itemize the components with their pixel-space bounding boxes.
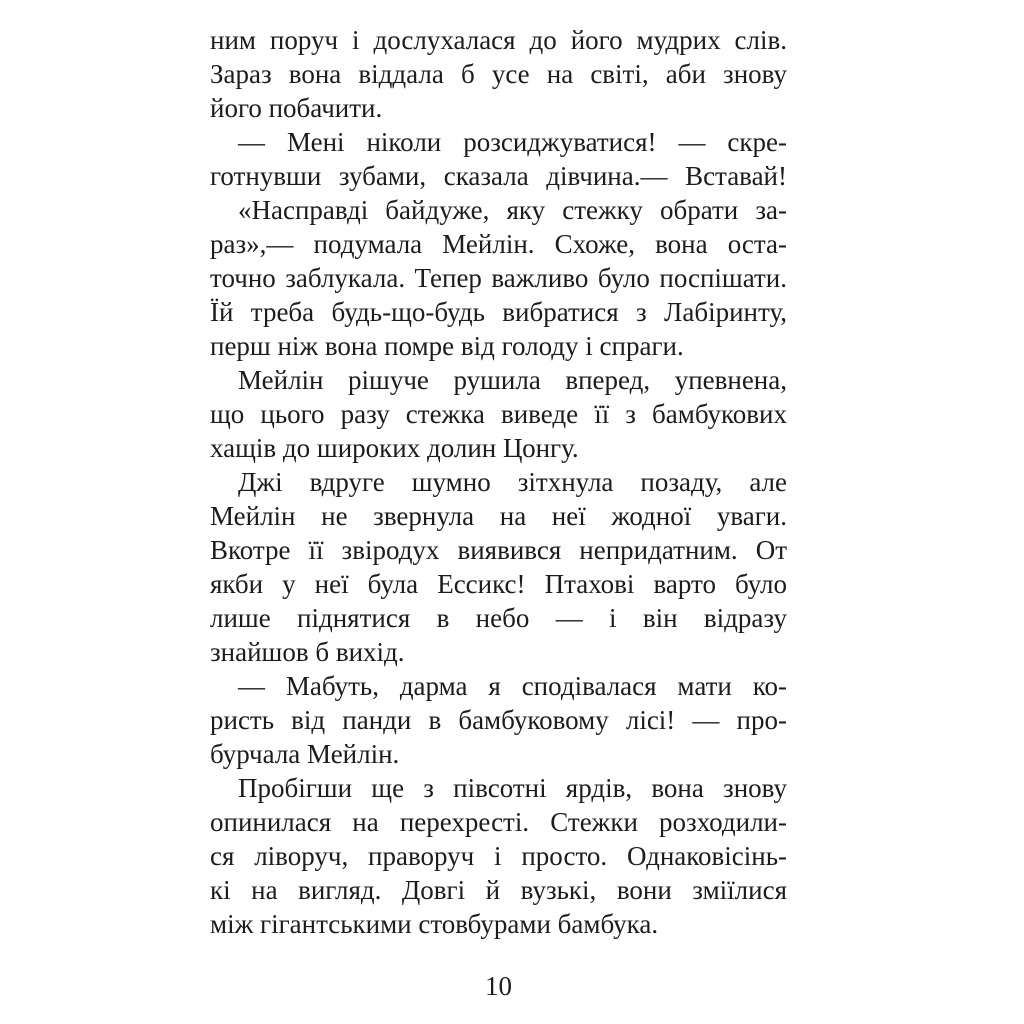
text-line: що цього разу стежка виведе її з бамбукових — [210, 399, 787, 429]
text-line: ним поруч і дослухалася до його мудрих слів. — [210, 25, 787, 55]
paragraph — [210, 125, 787, 193]
text-line: Зараз вона віддала б усе на світі, аби знову — [210, 59, 787, 89]
paragraph — [210, 771, 787, 941]
paragraph — [210, 193, 787, 363]
text-line: лише піднятися в небо — і він відразу — [210, 603, 787, 633]
text-line: кі на вигляд. Довгі й вузькі, вони зміїлися — [210, 875, 787, 905]
text-line: — Мені ніколи розсиджуватися! — скре- — [238, 127, 787, 157]
text-line: Джі вдруге шумно зітхнула позаду, але — [238, 467, 787, 497]
text-line: опинилася на перехресті. Стежки розходили- — [210, 807, 787, 837]
text-line: ся ліворуч, праворуч і просто. Однаковісінь- — [210, 841, 787, 871]
text-line: — Мабуть, дарма я сподівалася мати ко- — [238, 671, 787, 701]
text-line: ристь від панди в бамбуковому лісі! — про- — [210, 705, 787, 735]
text-line: Мейлін рішуче рушила вперед, упевнена, — [238, 365, 787, 395]
text-line: точно заблукала. Тепер важливо було поспішати. — [210, 263, 787, 293]
text-line: «Насправді байдуже, яку стежку обрати за- — [238, 195, 787, 225]
text-line: бурчала Мейлін. — [210, 739, 400, 769]
text-line: його побачити. — [210, 93, 383, 123]
text-line: Пробігши ще з півсотні ярдів, вона знову — [238, 773, 787, 803]
paragraph — [210, 23, 787, 125]
text-line: хащів до широких долин Цонгу. — [210, 433, 579, 463]
text-line: Вкотре її звіродух виявився непридатним. От — [210, 535, 787, 565]
paragraph — [210, 363, 787, 465]
text-line: раз»,— подумала Мейлін. Схоже, вона оста- — [210, 229, 787, 259]
page-number: 10 — [485, 971, 512, 1001]
text-line: якби у неї була Ессикс! Птахові варто було — [210, 569, 787, 599]
text-line: готнувши зубами, сказала дівчина.— Вставай! — [210, 161, 787, 191]
text-line: знайшов б вихід. — [210, 637, 405, 667]
text-line: між гігантськими стовбурами бамбука. — [210, 909, 659, 939]
paragraph — [210, 669, 787, 771]
text-line: Мейлін не звернула на неї жодної уваги. — [210, 501, 787, 531]
page-text-block — [210, 23, 787, 941]
text-line: перш ніж вона помре від голоду і спраги. — [210, 331, 684, 361]
text-line: Їй треба будь-що-будь вибратися з Лабіринту, — [210, 297, 787, 327]
paragraph — [210, 465, 787, 669]
